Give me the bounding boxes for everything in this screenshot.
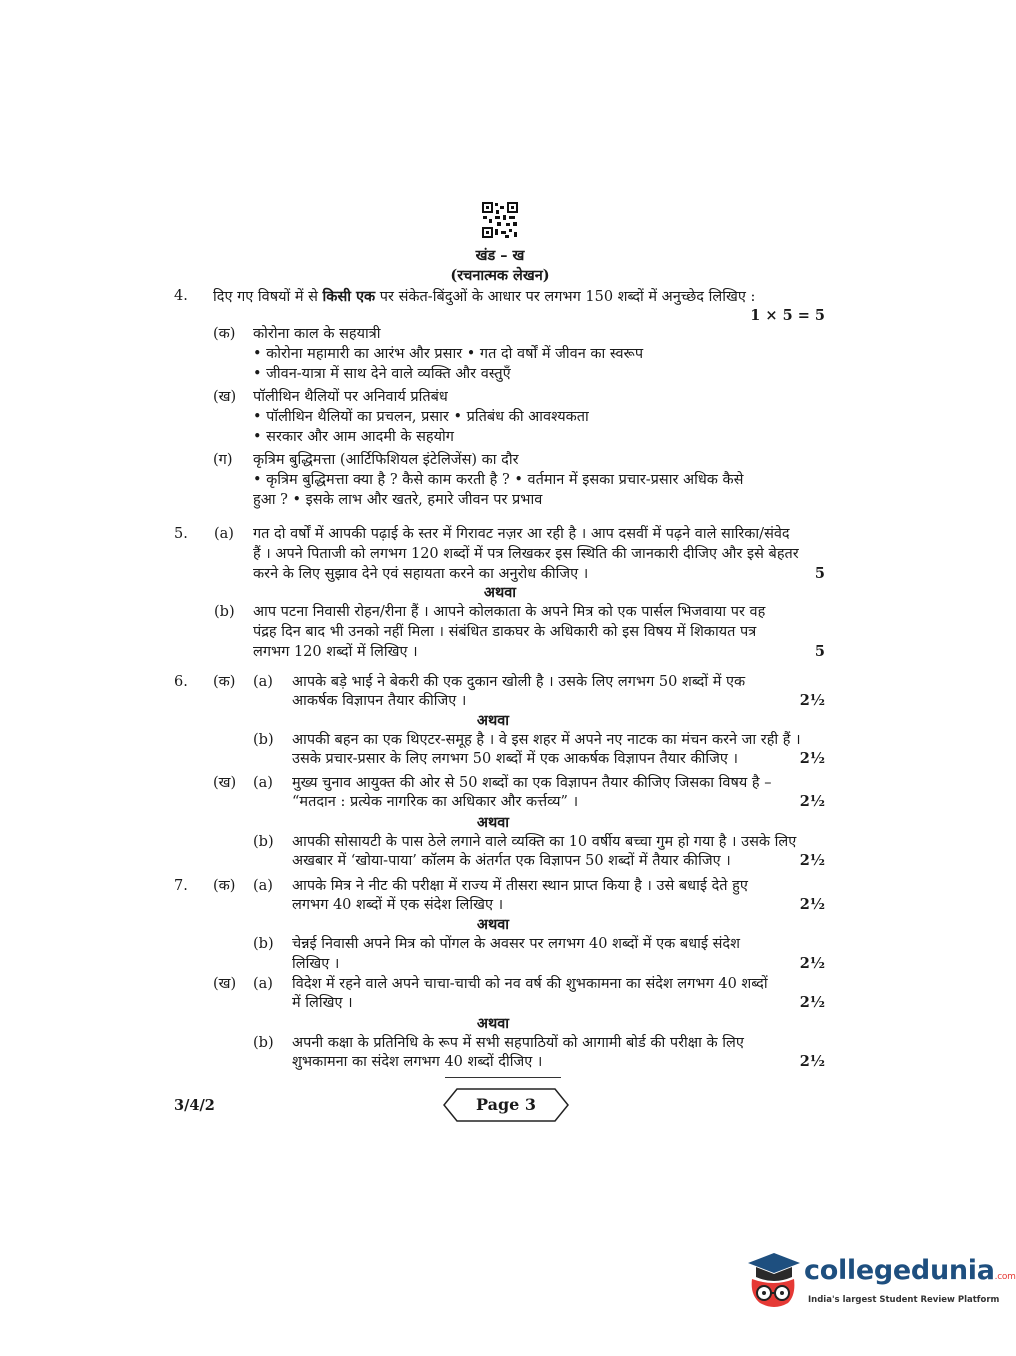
- q6-number: 6.: [174, 674, 188, 690]
- q6-ka-a-marks: 2½: [799, 692, 825, 709]
- q5a-label: (a): [214, 526, 234, 542]
- q4-option-points: • पॉलीथिन थैलियों का प्रचलन, प्रसार • प्रतिबंध की आवश्यकता: [253, 409, 589, 425]
- q6-kha-label: (ख): [213, 775, 237, 791]
- q4-option-label: (ग): [213, 452, 233, 468]
- q7-ka-a-marks: 2½: [799, 896, 825, 913]
- q7-ka-a-text: लगभग 40 शब्दों में एक संदेश लिखिए ।: [292, 897, 504, 913]
- q5a-marks: 5: [814, 565, 825, 582]
- q4-option-points: • जीवन-यात्रा में साथ देने वाले व्यक्ति और वस्तुएँ: [253, 366, 511, 382]
- q7-kha-b-marks: 2½: [799, 1053, 825, 1070]
- q5b-text: आप पटना निवासी रोहन/रीना हैं । आपने कोलकाता के अपने मित्र को एक पार्सल भिजवाया पर वह: [253, 604, 766, 620]
- q6-ka-b-text: आपकी बहन का एक थिएटर-समूह है । वे इस शहर में अपने नए नाटक का मंचन करने जा रही हैं ।: [292, 732, 801, 748]
- q7-number: 7.: [174, 878, 188, 894]
- q7-ka-b-text: चेन्नई निवासी अपने मित्र को पोंगल के अवसर पर लगभग 40 शब्दों में एक बधाई संदेश: [292, 936, 740, 952]
- q4-instruction: दिए गए विषयों में से किसी एक पर संकेत-बिंदुओं के आधार पर लगभग 150 शब्दों में अनुच्छेद लिखिए :: [213, 288, 756, 305]
- q5b-text: पंद्रह दिन बाद भी उनको नहीं मिला । संबंधित डाकघर के अधिकारी को इस विषय में शिकायत पत्र: [253, 624, 757, 640]
- q7-kha-b-text: अपनी कक्षा के प्रतिनिधि के रूप में सभी सहपाठियों को आगामी बोर्ड की परीक्षा के लिए: [292, 1035, 744, 1051]
- q7-kha-a-label: (a): [253, 976, 273, 992]
- q6-ka-b-label: (b): [253, 732, 274, 748]
- mascot-icon: [742, 1249, 802, 1311]
- q7-ka-b-marks: 2½: [799, 955, 825, 972]
- q6-kha-a-text: मुख्य चुनाव आयुक्त की ओर से 50 शब्दों का एक विज्ञापन तैयार कीजिए जिसका विषय है –: [292, 775, 772, 791]
- q4-option-title: कृत्रिम बुद्धिमत्ता (आर्टिफिशियल इंटेलिजेंस) का दौर: [253, 452, 519, 468]
- q6-kha-b-text: अखबार में ‘खोया-पाया’ कॉलम के अंतर्गत एक विज्ञापन 50 शब्दों में तैयार कीजिए ।: [292, 853, 731, 869]
- q7-kha-b-text: शुभकामना का संदेश लगभग 40 शब्दों दीजिए ।: [292, 1054, 543, 1070]
- q7-ka-a-text: आपके मित्र ने नीट की परीक्षा में राज्य में तीसरा स्थान प्राप्त किया है । उसे बधाई देते हुए: [292, 878, 748, 894]
- q5a-text: हैं । अपने पिताजी को लगभग 120 शब्दों में पत्र लिखकर इस स्थिति की जानकारी दीजिए और इसे बेहतर: [253, 546, 799, 562]
- q6-ka-a-text: आपके बड़े भाई ने बेकरी की एक दुकान खोली है । उसके लिए लगभग 50 शब्दों में एक: [292, 674, 746, 690]
- q7-kha-a-marks: 2½: [799, 994, 825, 1011]
- page-number-box: [443, 1088, 569, 1122]
- q6-kha-b-label: (b): [253, 834, 274, 850]
- q5a-text: गत दो वर्षों में आपकी पढ़ाई के स्तर में गिरावट नज़र आ रही है । आप दसवीं में पढ़ने वाले सारिका/संवेद: [253, 526, 790, 542]
- q7-kha-a-text: में लिखिए ।: [292, 995, 353, 1011]
- q7-kha-a-text: विदेश में रहने वाले अपने चाचा-चाची को नव वर्ष की शुभकामना का संदेश लगभग 40 शब्दों: [292, 976, 768, 992]
- q7-ka-b-text: लिखिए ।: [292, 956, 340, 972]
- q7-ka-a-label: (a): [253, 878, 273, 894]
- or-divider: अथवा: [483, 584, 517, 601]
- q4-option-label: (ख): [213, 389, 237, 405]
- q6-kha-a-marks: 2½: [799, 793, 825, 810]
- q4-option-points: • कृत्रिम बुद्धिमत्ता क्या है ? कैसे काम करती है ? • वर्तमान में इसका प्रचार-प्रसार अधिक कैसे: [253, 472, 744, 488]
- q5-number: 5.: [174, 526, 188, 542]
- q6-ka-a-label: (a): [253, 674, 273, 690]
- or-divider: अथवा: [476, 814, 510, 831]
- q6-kha-b-marks: 2½: [799, 852, 825, 869]
- footer-rule: [445, 1077, 561, 1078]
- section-subtitle: (रचनात्मक लेखन): [450, 267, 550, 284]
- q5b-label: (b): [214, 604, 235, 620]
- q4-option-points: • सरकार और आम आदमी के सहयोग: [253, 429, 454, 445]
- or-divider: अथवा: [476, 1015, 510, 1032]
- q4-option-title: पॉलीथिन थैलियों पर अनिवार्य प्रतिबंध: [253, 389, 448, 405]
- q4-option-points: हुआ ? • इसके लाभ और खतरे, हमारे जीवन पर प्रभाव: [253, 492, 543, 508]
- q7-ka-label: (क): [213, 878, 236, 894]
- q6-kha-a-label: (a): [253, 775, 273, 791]
- q6-ka-label: (क): [213, 674, 236, 690]
- or-divider: अथवा: [476, 916, 510, 933]
- qr-code-icon: [481, 201, 519, 239]
- q4-option-title: कोरोना काल के सहयात्री: [253, 326, 381, 342]
- q7-ka-b-label: (b): [253, 936, 274, 952]
- q4-option-points: • कोरोना महामारी का आरंभ और प्रसार • गत दो वर्षों में जीवन का स्वरूप: [253, 346, 644, 362]
- logo-tagline: India's largest Student Review Platform: [808, 1295, 1000, 1305]
- q6-kha-a-text: “मतदान : प्रत्येक नागरिक का अधिकार और कर्त्तव्य” ।: [292, 794, 579, 810]
- q6-ka-a-text: आकर्षक विज्ञापन तैयार कीजिए ।: [292, 693, 467, 709]
- q7-kha-label: (ख): [213, 976, 237, 992]
- q7-kha-b-label: (b): [253, 1035, 274, 1051]
- q4-option-label: (क): [213, 326, 236, 342]
- collegedunia-logo[interactable]: [742, 1247, 1016, 1317]
- q6-ka-b-marks: 2½: [799, 750, 825, 767]
- q5a-text: करने के लिए सुझाव देने एवं सहायता करने का अनुरोध कीजिए ।: [253, 566, 589, 582]
- page-number: Page 3: [475, 1095, 537, 1114]
- q4-marks: 1 × 5 = 5: [750, 307, 825, 324]
- paper-code: 3/4/2: [174, 1097, 215, 1114]
- q6-kha-b-text: आपकी सोसायटी के पास ठेले लगाने वाले व्यक्ति का 10 वर्षीय बच्चा गुम हो गया है । उसके लिए: [292, 834, 797, 850]
- section-heading: खंड – ख: [475, 247, 525, 264]
- q5b-marks: 5: [814, 643, 825, 660]
- q6-ka-b-text: उसके प्रचार-प्रसार के लिए लगभग 50 शब्दों में एक आकर्षक विज्ञापन तैयार कीजिए ।: [292, 751, 738, 767]
- q5b-text: लगभग 120 शब्दों में लिखिए ।: [253, 644, 418, 660]
- or-divider: अथवा: [476, 712, 510, 729]
- logo-brand-text: collegedunia.com: [804, 1255, 1016, 1286]
- q4-number: 4.: [174, 288, 188, 304]
